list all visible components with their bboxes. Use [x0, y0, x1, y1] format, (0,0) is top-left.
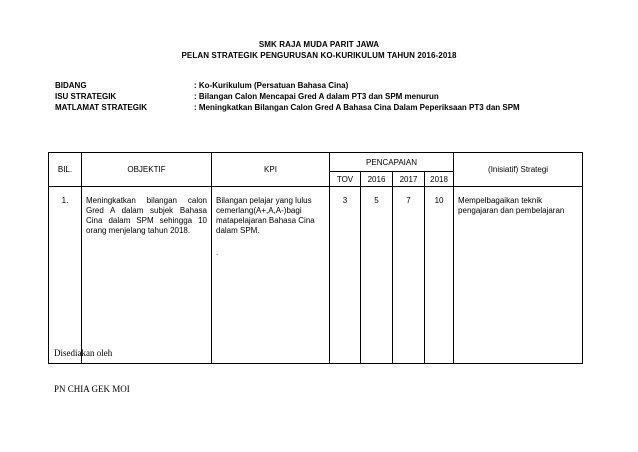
subheader-tov: TOV	[330, 172, 361, 187]
meta-key: MATLAMAT STRATEGIK	[55, 103, 147, 112]
table-header-row	[49, 153, 583, 172]
meta-value: : Bilangan Calon Mencapai Gred A dalam PT3 dan SPM menurun	[194, 92, 439, 101]
school-name: SMK RAJA MUDA PARIT JAWA	[258, 40, 380, 49]
cell-objektif: Meningkatkan bilangan calon Gred A dalam subjek Bahasa Cina dalam SPM sehingga 10 orang menjelang tahun 2018.	[82, 187, 212, 364]
cell-tov: 3	[330, 187, 361, 364]
prepared-by-label: Disediakan oleh	[54, 348, 113, 358]
meta-key: ISU STRATEGIK	[55, 92, 117, 101]
header-objektif: OBJEKTIF	[82, 153, 212, 187]
header-strategi: (Inisiatif) Strategi	[454, 153, 583, 187]
header-bil: BIL.	[49, 153, 82, 187]
cell-2017: 7	[393, 187, 425, 364]
subheader-2017: 2017	[393, 172, 425, 187]
cell-2016: 5	[361, 187, 393, 364]
kpi-note: .	[216, 248, 219, 257]
cell-strategi: Mempelbagaikan teknik pengajaran dan pembelajaran	[454, 187, 583, 364]
cell-bil: 1.	[49, 187, 82, 364]
subheader-2018: 2018	[425, 172, 454, 187]
plan-title: PELAN STRATEGIK PENGURUSAN KO-KURIKULUM TAHUN 2016-2018	[181, 51, 457, 60]
meta-value: : Ko-Kurikulum (Persatuan Bahasa Cina)	[194, 81, 349, 90]
header-pencapaian: PENCAPAIAN	[330, 153, 454, 172]
cell-kpi	[212, 187, 330, 364]
cell-2018: 10	[425, 187, 454, 364]
meta-value: : Meningkatkan Bilangan Calon Gred A Bahasa Cina Dalam Peperiksaan PT3 dan SPM	[194, 103, 520, 112]
strategy-table	[48, 152, 583, 364]
subheader-2016: 2016	[361, 172, 393, 187]
header-kpi: KPI	[212, 153, 330, 187]
table-row	[49, 187, 583, 364]
preparer-name: PN CHIA GEK MOI	[54, 384, 130, 394]
kpi-text: Bilangan pelajar yang lulus cemerlang(A+,A,A-)bagi matapelajaran Bahasa Cina dalam SPM.	[216, 196, 315, 235]
meta-key: BIDANG	[55, 81, 87, 90]
